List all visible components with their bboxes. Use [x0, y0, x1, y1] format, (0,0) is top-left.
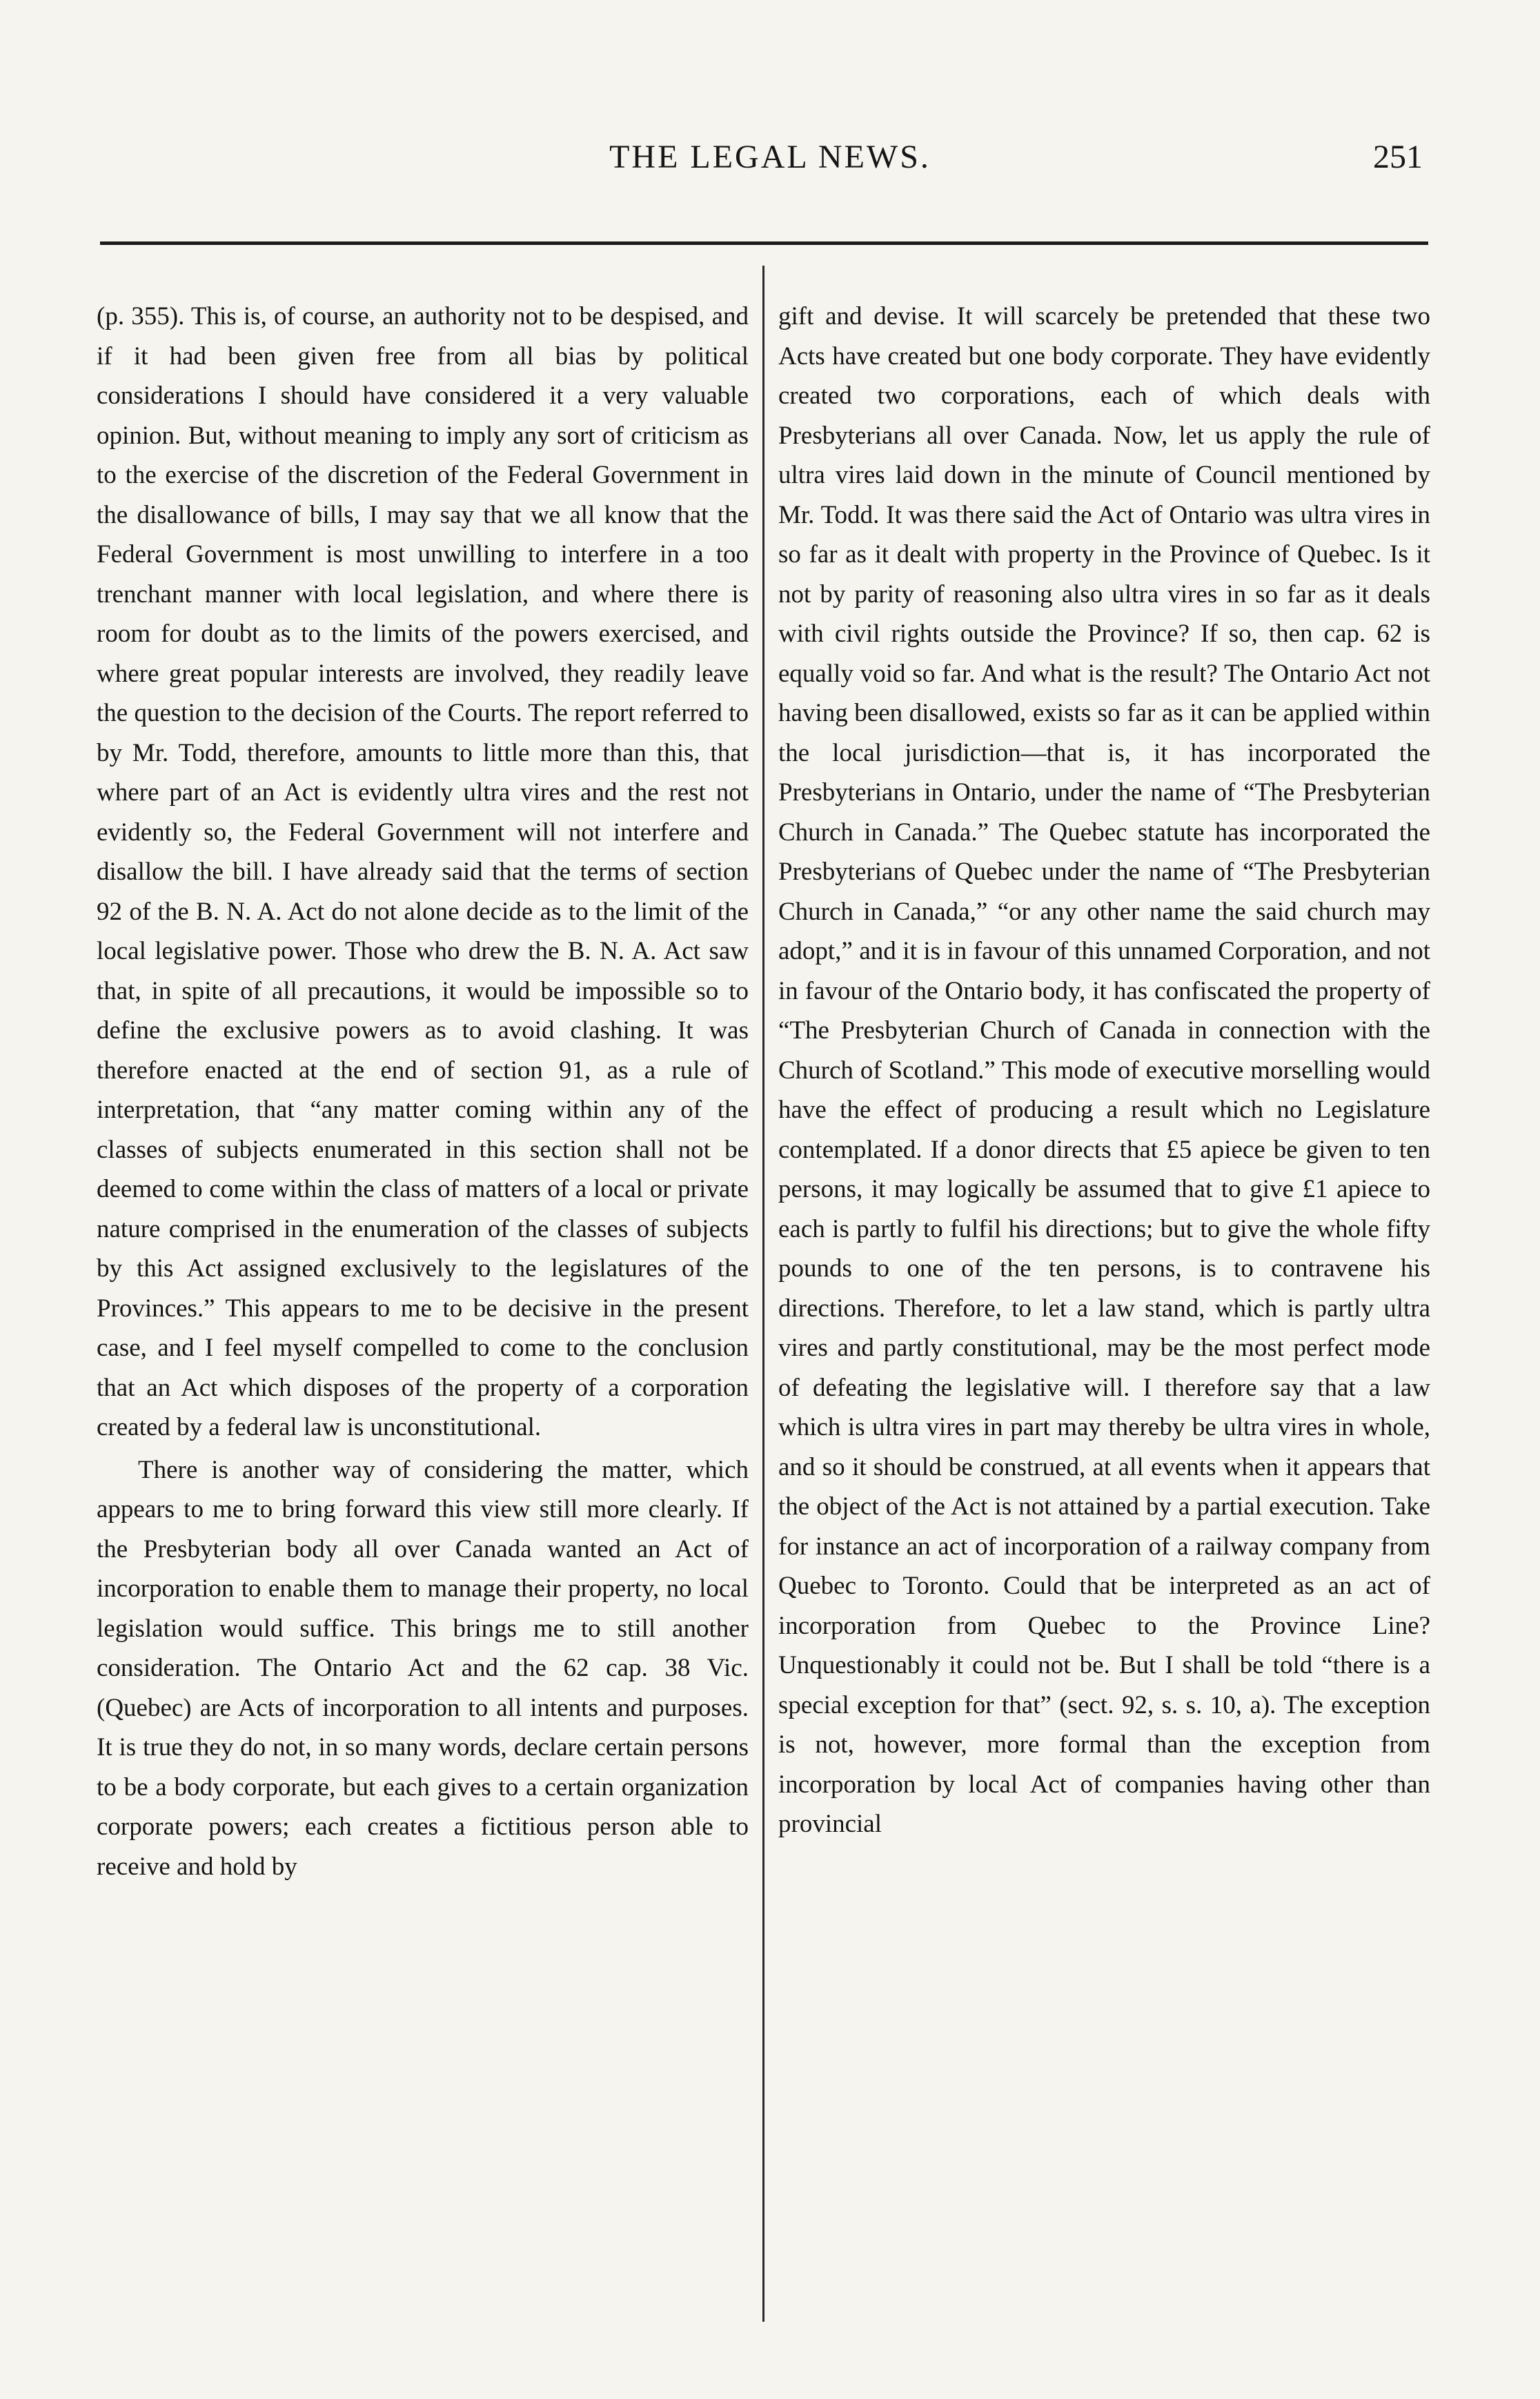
- page-number: 251: [1373, 139, 1423, 175]
- left-paragraph-2: There is another way of considering the matter, which appears to me to bring forward this view still more clearly. If the Presbyterian body all over Canada wanted an Act of incorporation to enable them to manage their property, no local legislation would suffice. This brings me to still another consideration. The Ontario Act and the 62 cap. 38 Vic. (Quebec) are Acts of incorporation to all intents and purposes. It is true they do not, in so many words, declare certain persons to be a body corporate, but each gives to a certain organization corporate powers; each creates a fictitious person able to receive and hold by: [97, 1455, 749, 1881]
- journal-title: THE LEGAL NEWS.: [609, 139, 931, 175]
- left-column: [97, 297, 749, 1886]
- header-rule: [100, 241, 1428, 245]
- right-paragraph-1: gift and devise. It will scarcely be pretended that these two Acts have created but one body corporate. They have evidently created two corporations, each of which deals with Presbyterians all over Canada. Now, let us apply the rule of ultra vires laid down in the minute of Council mentioned by Mr. Todd. It was there said the Act of Ontario was ultra vires in so far as it dealt with property in the Province of Quebec. Is it not by parity of reasoning also ultra vires in so far as it deals with civil rights outside the Province? If so, then cap. 62 is equally void so far. And what is the result? The Ontario Act not having been disallowed, exists so far as it can be applied within the local jurisdiction—that is, it has incorporated the Presbyterians in Ontario, under the name of “The Presbyterian Church in Canada.” The Quebec statute has incorporated the Presbyterians of Quebec under the name of “The Presbyterian Church in Canada,” “or any other name the said church may adopt,” and it is in favour of this unnamed Corporation, and not in favour of the Ontario body, it has confiscated the property of “The Presbyterian Church of Canada in connection with the Church of Scotland.” This mode of executive morselling would have the effect of producing a result which no Legislature contemplated. If a donor directs that £5 apiece be given to ten persons, it may logically be assumed that to give £1 apiece to each is partly to fulfil his directions; but to give the whole fifty pounds to one of the ten persons, is to contravene his directions. Therefore, to let a law stand, which is partly ultra vires and partly constitutional, may be the most perfect mode of defeating the legislative will. I therefore say that a law which is ultra vires in part may thereby be ultra vires in whole, and so it should be construed, at all events when it appears that the object of the Act is not attained by a partial execution. Take for instance an act of incorporation of a railway company from Quebec to Toronto. Could that be interpreted as an act of incorporation from Quebec to the Province Line? Unquestionably it could not be. But I shall be told “there is a special exception for that” (sect. 92, s. s. 10, a). The exception is not, however, more formal than the exception from incorporation by local Act of companies having other than provincial: [778, 302, 1430, 1838]
- left-paragraph-1: (p. 355). This is, of course, an authority not to be despised, and if it had been given free from all bias by political considerations I should have considered it a very valuable opinion. But, without meaning to imply any sort of criticism as to the exercise of the discretion of the Federal Government in the disallowance of bills, I may say that we all know that the Federal Government is most unwilling to interfere in a too trenchant manner with local legislation, and where there is room for doubt as to the limits of the powers exercised, and where great popular interests are involved, they readily leave the question to the decision of the Courts. The report referred to by Mr. Todd, therefore, amounts to little more than this, that where part of an Act is evidently ultra vires and the rest not evidently so, the Federal Government will not interfere and disallow the bill. I have already said that the terms of section 92 of the B. N. A. Act do not alone decide as to the limit of the local legislative power. Those who drew the B. N. A. Act saw that, in spite of all precautions, it would be impossible so to define the exclusive powers as to avoid clashing. It was therefore enacted at the end of section 91, as a rule of interpretation, that “any matter coming within any of the classes of subjects enumerated in this section shall not be deemed to come within the class of matters of a local or private nature comprised in the enumeration of the classes of subjects by this Act assigned exclusively to the legislatures of the Provinces.” This appears to me to be decisive in the present case, and I feel myself compelled to come to the conclusion that an Act which disposes of the property of a corporation created by a federal law is unconstitutional.: [97, 302, 749, 1441]
- column-divider: [762, 266, 764, 2322]
- right-column: [778, 297, 1430, 1844]
